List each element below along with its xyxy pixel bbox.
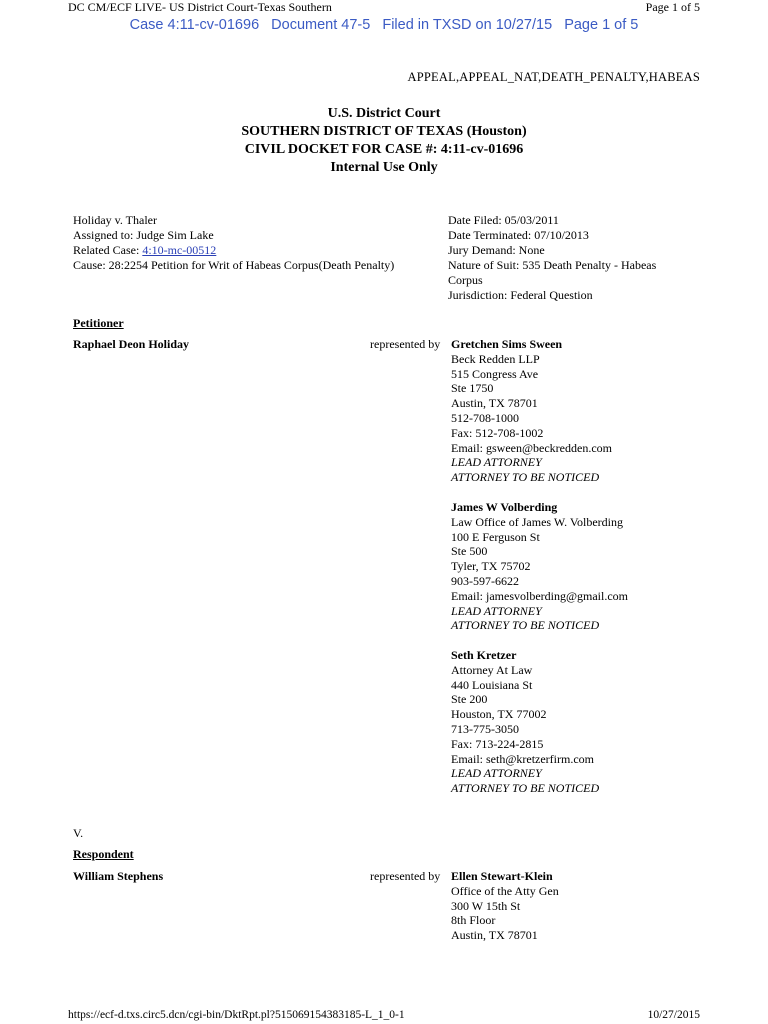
stamp-case: Case 4:11-cv-01696 [129, 17, 260, 33]
attorney-line: Office of the Atty Gen [451, 883, 559, 898]
attorney-line: Tyler, TX 75702 [451, 559, 531, 574]
lead-attorney-flag: LEAD ATTORNEY [451, 603, 542, 618]
assigned-judge: Assigned to: Judge Sim Lake [73, 228, 214, 242]
attorney-name: James W Volberding [451, 500, 558, 514]
case-info-right [448, 213, 688, 303]
attorney-line: 903-597-6622 [451, 573, 519, 588]
district-name: SOUTHERN DISTRICT OF TEXAS (Houston) [241, 124, 527, 139]
internal-use-notice: Internal Use Only [330, 160, 438, 175]
versus-marker: V. [73, 826, 84, 840]
attorney-block [451, 869, 559, 943]
related-case-link[interactable]: 4:10-mc-00512 [142, 243, 217, 257]
attorney-line: Ste 500 [451, 544, 488, 559]
nature-of-suit-cont: Corpus [448, 273, 483, 287]
petitioner-label: Petitioner [73, 316, 124, 330]
jury-demand: Jury Demand: None [448, 243, 545, 257]
attorney-line: Austin, TX 78701 [451, 928, 538, 943]
notice-flag: ATTORNEY TO BE NOTICED [451, 470, 600, 485]
attorney-line: Austin, TX 78701 [451, 396, 538, 411]
stamp-filed: Filed in TXSD on 10/27/15 [382, 17, 553, 33]
filing-stamp [0, 17, 768, 33]
print-header-page: Page 1 of 5 [645, 0, 700, 14]
attorney-line: 713-775-3050 [451, 721, 519, 736]
case-flags: APPEAL,APPEAL_NAT,DEATH_PENALTY,HABEAS [407, 70, 700, 84]
attorney-line: 8th Floor [451, 913, 496, 928]
attorney-line: Law Office of James W. Volberding [451, 514, 623, 529]
attorney-block [451, 500, 628, 633]
notice-flag: ATTORNEY TO BE NOTICED [451, 781, 600, 796]
respondent-label: Respondent [73, 847, 134, 861]
respondent-name: William Stephens [73, 869, 164, 883]
print-footer-url: https://ecf-d.txs.circ5.dcn/cgi-bin/DktRpt.pl?515069154383185-L_1_0-1 [68, 1009, 405, 1021]
attorney-line: 440 Louisiana St [451, 677, 533, 692]
notice-flag: ATTORNEY TO BE NOTICED [451, 618, 600, 633]
attorney-line: 512-708-1000 [451, 410, 519, 425]
court-name: U.S. District Court [327, 106, 441, 121]
attorney-email: Email: seth@kretzerfirm.com [451, 751, 594, 766]
attorney-line: Fax: 713-224-2815 [451, 736, 544, 751]
attorney-name: Gretchen Sims Sween [451, 337, 563, 351]
docket-case-number: CIVIL DOCKET FOR CASE #: 4:11-cv-01696 [244, 142, 524, 157]
lead-attorney-flag: LEAD ATTORNEY [451, 766, 542, 781]
date-filed: Date Filed: 05/03/2011 [448, 213, 559, 227]
attorney-line: Beck Redden LLP [451, 351, 540, 366]
attorney-line: Houston, TX 77002 [451, 707, 547, 722]
case-cause: Cause: 28:2254 Petition for Writ of Habeas Corpus(Death Penalty) [73, 258, 395, 272]
attorney-block [451, 337, 612, 485]
respondent-represented-by: represented by [370, 869, 441, 883]
related-case-label: Related Case: [73, 243, 140, 257]
attorney-block [451, 648, 599, 796]
attorney-line: 100 E Ferguson St [451, 529, 540, 544]
attorney-line: Ste 1750 [451, 381, 494, 396]
attorney-line: Fax: 512-708-1002 [451, 425, 544, 440]
print-footer-date: 10/27/2015 [647, 1009, 700, 1021]
stamp-document: Document 47-5 [271, 17, 371, 33]
attorney-line: Attorney At Law [451, 662, 533, 677]
attorney-email: Email: jamesvolberding@gmail.com [451, 588, 629, 603]
attorney-email: Email: gsween@beckredden.com [451, 440, 612, 455]
nature-of-suit: Nature of Suit: 535 Death Penalty - Habeas [448, 258, 657, 272]
attorney-line: Ste 200 [451, 692, 488, 707]
attorney-line: 300 W 15th St [451, 898, 521, 913]
case-info-left [73, 213, 394, 273]
date-terminated: Date Terminated: 07/10/2013 [448, 228, 589, 242]
related-case [73, 243, 394, 258]
petitioner-name: Raphael Deon Holiday [73, 337, 190, 351]
attorney-line: 515 Congress Ave [451, 366, 539, 381]
attorney-name: Ellen Stewart-Klein [451, 869, 553, 883]
attorney-name: Seth Kretzer [451, 648, 517, 662]
case-caption: Holiday v. Thaler [73, 213, 157, 227]
jurisdiction: Jurisdiction: Federal Question [448, 288, 593, 302]
print-header-title: DC CM/ECF LIVE- US District Court-Texas Southern [68, 0, 332, 14]
lead-attorney-flag: LEAD ATTORNEY [451, 455, 542, 470]
petitioner-represented-by: represented by [370, 337, 441, 351]
stamp-page: Page 1 of 5 [564, 17, 639, 33]
docket-title [0, 105, 768, 177]
